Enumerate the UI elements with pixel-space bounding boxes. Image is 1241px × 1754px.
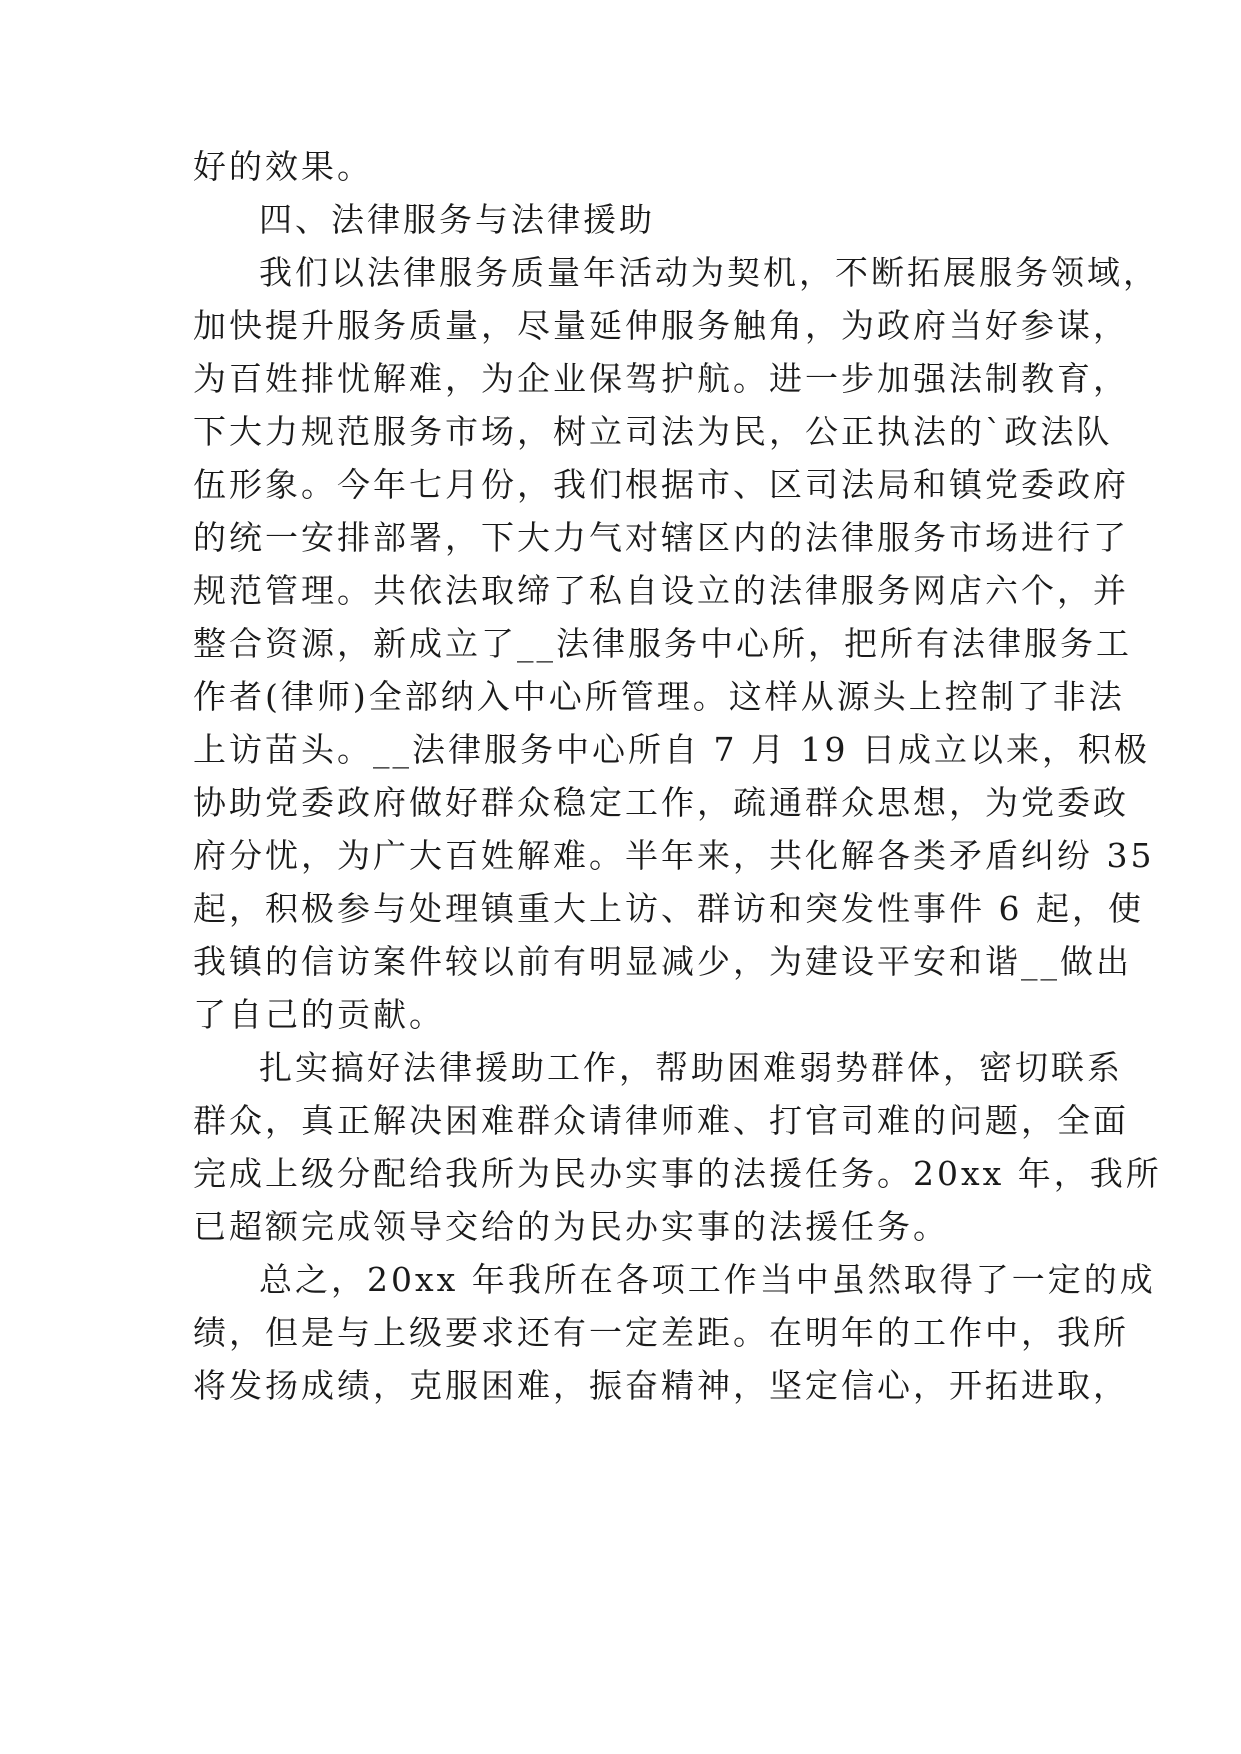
paragraph-line: 好的效果。: [193, 147, 373, 186]
paragraph-line: 作者(律师)全部纳入中心所管理。这样从源头上控制了非法: [193, 677, 1125, 716]
paragraph-line: 规范管理。共依法取缔了私自设立的法律服务网店六个，并: [193, 571, 1129, 610]
paragraph-line: 整合资源，新成立了__法律服务中心所，把所有法律服务工: [193, 624, 1132, 663]
paragraph-line: 为百姓排忧解难，为企业保驾护航。进一步加强法制教育，: [193, 359, 1129, 398]
paragraph-line: 扎实搞好法律援助工作，帮助困难弱势群体，密切联系: [259, 1048, 1123, 1087]
paragraph-line: 已超额完成领导交给的为民办实事的法援任务。: [193, 1207, 949, 1246]
paragraph-line: 群众，真正解决困难群众请律师难、打官司难的问题，全面: [193, 1101, 1129, 1140]
paragraph-line: 伍形象。今年七月份，我们根据市、区司法局和镇党委政府: [193, 465, 1129, 504]
paragraph-line: 协助党委政府做好群众稳定工作，疏通群众思想，为党委政: [193, 783, 1129, 822]
paragraph-line: 起，积极参与处理镇重大上访、群访和突发性事件 6 起，使: [193, 889, 1144, 928]
paragraph-line: 我镇的信访案件较以前有明显减少，为建设平安和谐__做出: [193, 942, 1132, 981]
paragraph-line: 完成上级分配给我所为民办实事的法援任务。20xx 年，我所: [193, 1154, 1162, 1193]
paragraph-line: 上访苗头。__法律服务中心所自 7 月 19 日成立以来，积极: [193, 730, 1150, 769]
paragraph-line: 的统一安排部署，下大力气对辖区内的法律服务市场进行了: [193, 518, 1129, 557]
paragraph-line: 我们以法律服务质量年活动为契机，不断拓展服务领域，: [259, 253, 1159, 292]
paragraph-line: 将发扬成绩，克服困难，振奋精神，坚定信心，开拓进取，: [193, 1366, 1129, 1405]
paragraph-line: 总之，20xx 年我所在各项工作当中虽然取得了一定的成: [259, 1260, 1156, 1299]
paragraph-line: 绩，但是与上级要求还有一定差距。在明年的工作中，我所: [193, 1313, 1129, 1352]
paragraph-line: 加快提升服务质量，尽量延伸服务触角，为政府当好参谋，: [193, 306, 1129, 345]
paragraph-line: 府分忧，为广大百姓解难。半年来，共化解各类矛盾纠纷 35: [193, 836, 1155, 875]
section-heading: 四、法律服务与法律援助: [259, 200, 655, 239]
paragraph-line: 下大力规范服务市场，树立司法为民，公正执法的`政法队: [193, 412, 1113, 451]
paragraph-line: 了自己的贡献。: [193, 995, 445, 1034]
